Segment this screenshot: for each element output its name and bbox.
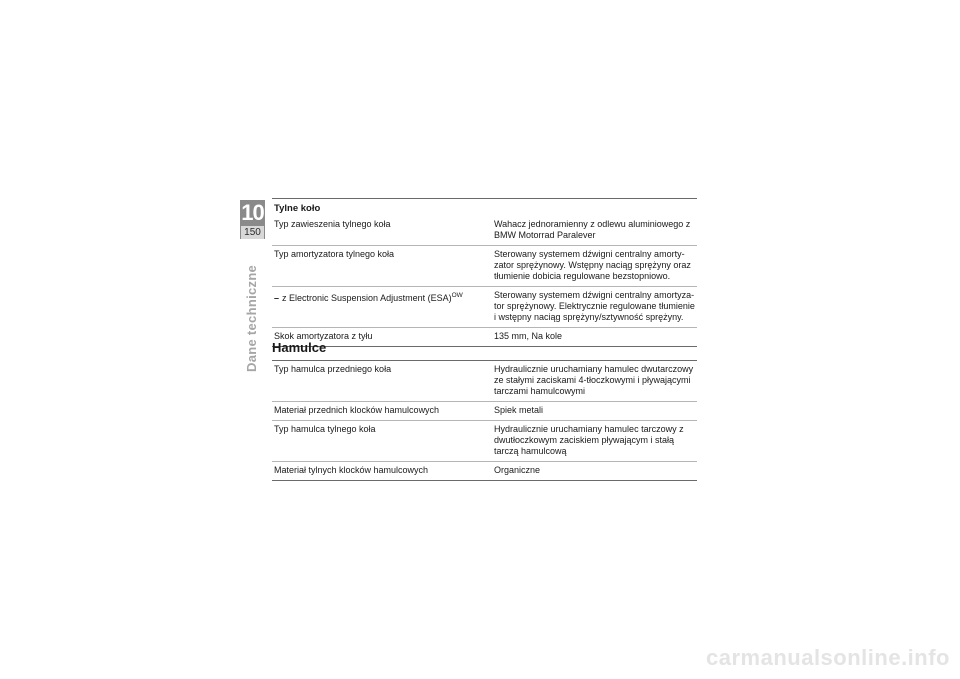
spec-label: Typ hamulca tylnego koła [272, 421, 491, 462]
brakes-table [272, 361, 697, 481]
table-row [272, 361, 697, 402]
spec-label: Materiał tylnych klocków hamulcowych [272, 462, 491, 481]
spec-value: Sterowany systemem dźwigni centralny amortyza-tor sprężynowy. Elektrycznie regulowane tłumienie i wstępny naciąg sprężyny/sztywność sprężyny. [491, 287, 697, 328]
option-dash: – [274, 293, 280, 303]
spec-value: Organiczne [491, 462, 697, 481]
spec-label: Typ zawieszenia tylnego koła [272, 216, 491, 246]
table-row [272, 462, 697, 481]
chapter-side-label: Dane techniczne [244, 264, 259, 372]
rear-wheel-table [272, 216, 697, 347]
table-row [272, 246, 697, 287]
spec-value: Spiek metali [491, 402, 697, 421]
spec-label-cell [272, 287, 491, 328]
option-code: OW [451, 292, 463, 299]
table-row [272, 402, 697, 421]
rear-wheel-section [272, 198, 697, 347]
brakes-section [272, 338, 697, 481]
spec-value: Hydraulicznie uruchamiany hamulec dwutarczowy ze stałymi zaciskami 4-tłoczkowymi i pływającymi tarczami hamulcowymi [491, 361, 697, 402]
watermark: carmanualsonline.info [706, 645, 950, 670]
spec-label: Typ hamulca przedniego koła [272, 361, 491, 402]
chapter-number: 10 [241, 200, 264, 225]
spec-value: Hydraulicznie uruchamiany hamulec tarczowy z dwutłoczkowym zaciskiem pływającym i stałą tarczą hamulcową [491, 421, 697, 462]
spec-value: Sterowany systemem dźwigni centralny amorty-zator sprężynowy. Wstępny naciąg sprężyny oraz tłumienie dobicia regulowane bezstopniowo. [491, 246, 697, 287]
spec-value: 135 mm, Na kole [491, 328, 697, 347]
spec-value: Wahacz jednoramienny z odlewu aluminiowego z BMW Motorrad Paralever [491, 216, 697, 246]
chapter-marker [240, 200, 265, 239]
spec-label: z Electronic Suspension Adjustment (ESA) [282, 293, 452, 303]
table-row [272, 421, 697, 462]
spec-label: Materiał przednich klocków hamulcowych [272, 402, 491, 421]
table-row [272, 216, 697, 246]
brakes-title: Hamulce [272, 338, 697, 361]
table-row [272, 287, 697, 328]
spec-label: Skok amortyzatora z tyłu [272, 328, 491, 347]
spec-label: Typ amortyzatora tylnego koła [272, 246, 491, 287]
page-number: 150 [241, 226, 264, 239]
rear-wheel-title: Tylne koło [272, 198, 697, 216]
